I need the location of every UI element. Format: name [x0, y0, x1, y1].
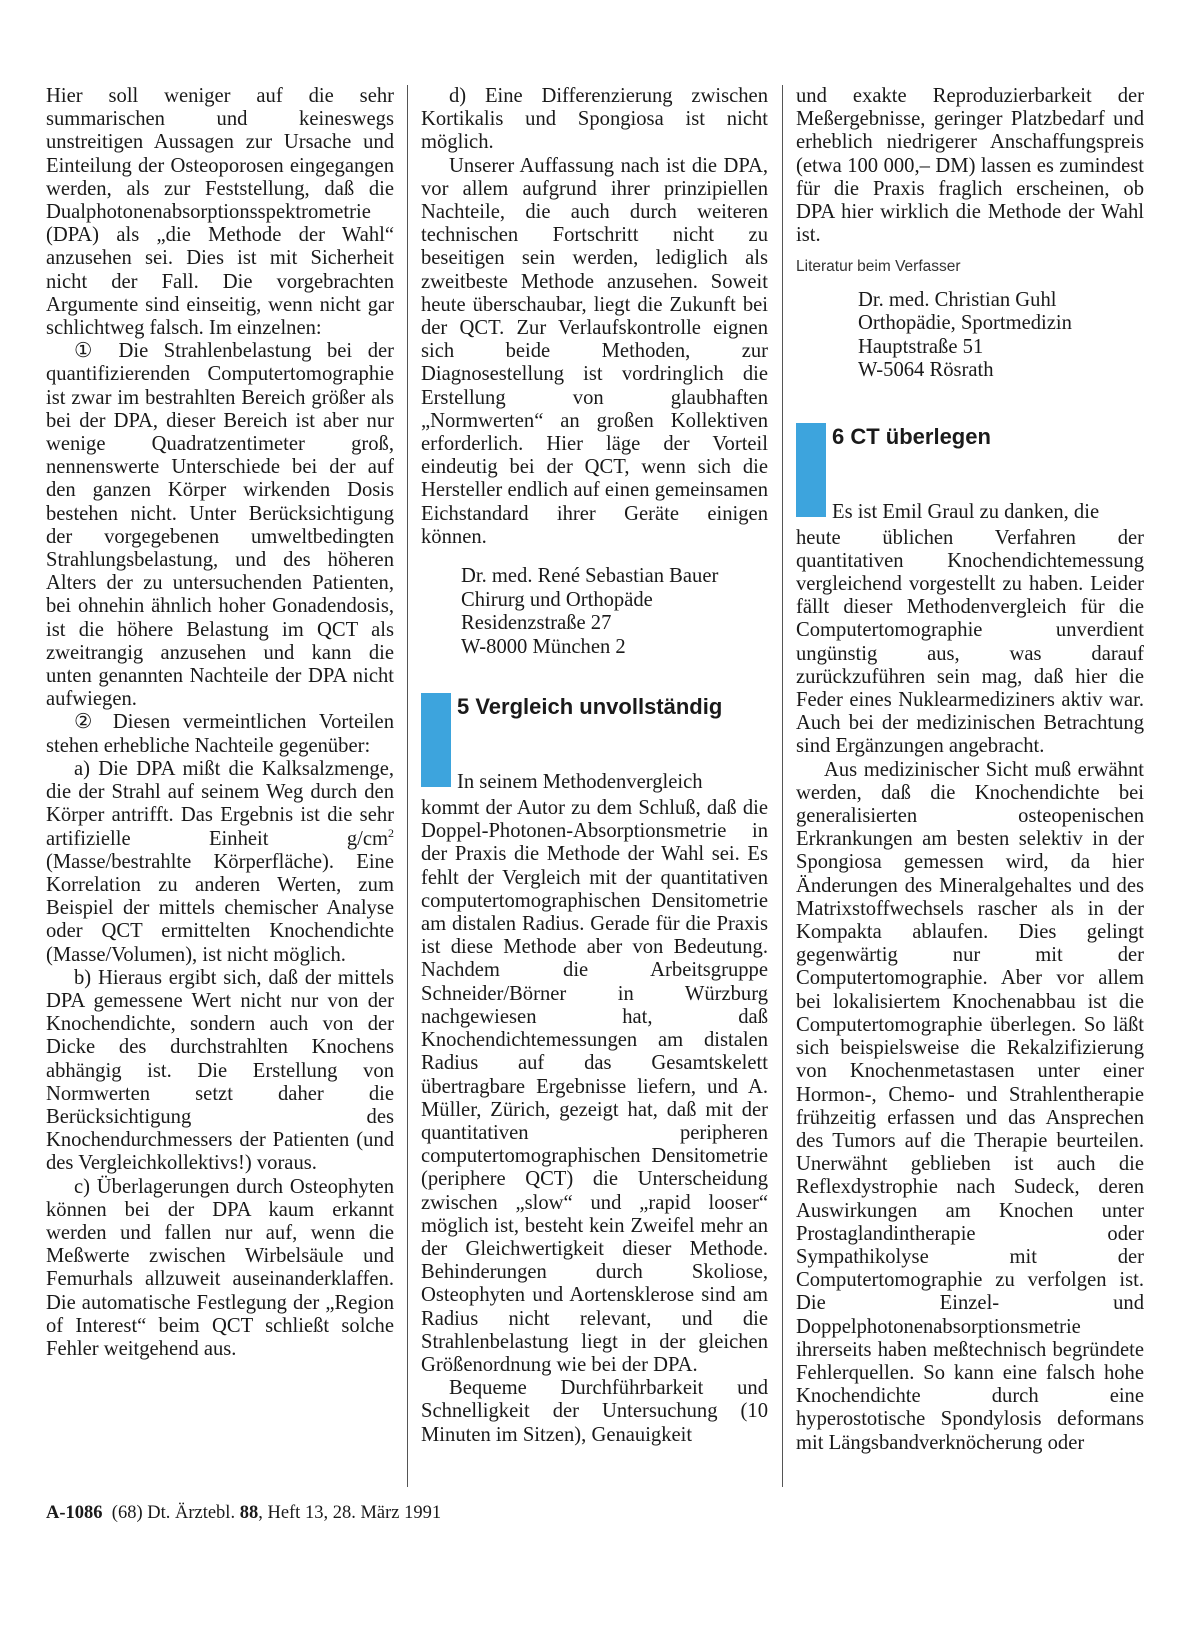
- author-city: W-5064 Rösrath: [858, 359, 994, 382]
- paragraph: b) Hieraus ergibt sich, daß der mittels DPA gemessene Wert nicht nur von der Knochendichte, sondern auch von der Dicke des durchstrahlten Knochens abhängig ist. Die Erstellung von Normwerten setzt daher die Berücksichtigung des Knochendurchmessers der Patienten (und des Vergleichkollektivs!) voraus.: [46, 966, 394, 1175]
- author-title: Chirurg und Orthopäde: [461, 588, 653, 611]
- paragraph: Hier soll weniger auf die sehr summarischen und keineswegs unstreitigen Aussagen zur Ursache und Einteilung der Osteoporosen eingegangen werden, als zur Feststellung, daß die Dualphotonenabsorptionsspektrometrie (DPA) als „die Methode der Wahl“ anzusehen sei. Dies ist mit Sicherheit nicht der Fall. Die vorgebrachten Argumente sind einseitig, wenn nicht gar schlichtweg falsch. Im einzelnen:: [46, 85, 394, 340]
- author-street: Hauptstraße 51: [858, 335, 984, 358]
- page-number: A-1086: [46, 1503, 103, 1523]
- text: (Masse/bestrahlte Körperfläche). Eine Korrelation zu anderen Werten, zum Beispiel der mittels chemischer Analyse oder QCT ermittelten Knochendichte (Masse/Volumen), ist nicht möglich.: [46, 850, 394, 966]
- paragraph: d) Eine Differenzierung zwischen Kortikalis und Spongiosa ist nicht möglich.: [421, 85, 768, 154]
- literature-note: Literatur beim Verfasser: [796, 258, 961, 276]
- column-rule-2: [782, 85, 783, 1487]
- section-heading-block: [796, 423, 1144, 527]
- author-signature: [858, 289, 1144, 383]
- paragraph: Unserer Auffassung nach ist die DPA, vor allem aufgrund ihrer prinzipiellen Nachteile, die auch durch weiteren technischen Fortschritt nicht zu beseitigen sein werden, lediglich als zweitbeste Methode anzusehen. Soweit heute überschaubar, liegt die Zukunft bei der QCT. Zur Verlaufskontrolle eignen sich beide Methoden, zur Diagnosestellung ist vordringlich die Erstellung von glaubhaften „Normwerten“ an großen Kollektiven erforderlich. Hier läge der Vorteil eindeutig bei der QCT, wenn sich die Hersteller endlich auf einen gemeinsamen Eichstandard ihrer Geräte einigen können.: [421, 154, 768, 548]
- paragraph: ② Diesen vermeintlichen Vorteilen stehen erhebliche Nachteile gegenüber:: [46, 711, 394, 757]
- author-signature: [461, 565, 768, 659]
- paragraph: Aus medizinischer Sicht muß erwähnt werden, daß die Knochendichte bei generalisierten osteopenischen Erkrankungen am besten selektiv in der Spongiosa gemessen wird, da hier Änderungen des Mineralgehaltes und des Matrixstoffwechsels rascher als in der Kompakta ablaufen. Dies gelingt gegenwärtig nur mit der Computertomographie. Aber vor allem bei lokalisiertem Knochenabbau ist die Computertomographie überlegen. So läßt sich beispielsweise die Rekalzifizierung von Knochenmetastasen unter einer Hormon-, Chemo- und Strahlentherapie frühzeitig erfassen und das Ansprechen des Tumors auf die Therapie beurteilen. Unerwähnt geblieben ist auch die Reflexdystrophie nach Sudeck, deren Auswirkungen am Knochen unter Prostaglandintherapie oder Sympathikolyse mit der Computertomographie zu verfolgen ist. Die Einzel- und Doppelphotonenabsorptionsmetrie ihrerseits haben meßtechnisch begründete Fehlerquellen. So kann eine falsch hohe Knochendichte durch eine hyperostotische Spondylosis deformans mit Längsbandverknöcherung oder: [796, 758, 1144, 1454]
- volume-number: 88: [239, 1503, 259, 1523]
- author-street: Residenzstraße 27: [461, 612, 612, 635]
- column-2: [421, 85, 768, 1447]
- section-title: 6 CT überlegen: [832, 423, 991, 449]
- paragraph: und exakte Reproduzierbarkeit der Meßergebnisse, geringer Platzbedarf und erheblich niedrigerer Anschaffungspreis (etwa 100 000,– DM) lassen es zumindest für die Praxis fraglich erscheinen, ob DPA hier wirklich die Methode der Wahl ist.: [796, 85, 1144, 247]
- author-city: W-8000 München 2: [461, 635, 626, 658]
- author-title: Orthopädie, Sportmedizin: [858, 312, 1072, 335]
- paragraph: ① Die Strahlenbelastung bei der quantifizierenden Computertomographie ist zwar im bestrahlten Bereich größer als bei der DPA, dieser Bereich ist aber nur wenige Quadratzentimeter groß, nennenswerte Unterschiede bei der auf den ganzen Körper wirkenden Dosis bestehen nicht. Unter Berücksichtigung der vorgegebenen umweltbedingten Strahlungsbelastung, und des höheren Alters der zu untersuchenden Patienten, bei ohnehin ähnlich hoher Gonadendosis, ist die höhere Belastung im QCT als zweitrangig anzusehen und kann die unten genannten Nachteile der DPA nicht aufwiegen.: [46, 340, 394, 711]
- page-footer: [46, 1503, 441, 1524]
- section-first-line: In seinem Methodenvergleich: [457, 771, 703, 794]
- column-rule-1: [407, 85, 408, 1487]
- author-name: Dr. med. Christian Guhl: [858, 288, 1057, 311]
- issue-date: , Heft 13, 28. März 1991: [258, 1503, 442, 1523]
- paragraph: heute üblichen Verfahren der quantitativen Knochendichtemessung vergleichend vorgestellt zu haben. Leider fällt dieser Methodenvergleich für die Computertomographie unverdient ungünstig aus, was darauf zurückzuführen sein mag, daß hier die Feder eines Nuklearmediziners aktiv war. Auch bei der medizinischen Betrachtung sind Ergänzungen angebracht.: [796, 526, 1144, 758]
- superscript: 2: [388, 825, 394, 840]
- journal-citation: (68) Dt. Ärztebl.: [111, 1503, 240, 1523]
- column-3: [796, 85, 1144, 1455]
- section-first-line: Es ist Emil Graul zu danken, die: [832, 500, 1100, 523]
- section-title: 5 Vergleich unvollständig: [457, 694, 723, 720]
- paragraph: Bequeme Durchführbarkeit und Schnelligkeit der Untersuchung (10 Minuten im Sitzen), Genauigkeit: [421, 1377, 768, 1446]
- paragraph: c) Überlagerungen durch Osteophyten können bei der DPA kaum erkannt werden und fallen nur auf, wenn die Meßwerte zwischen Wirbelsäule und Femurhals allzuweit auseinanderklaffen. Die automatische Festlegung der „Region of Interest“ beim QCT schließt solche Fehler weitgehend aus.: [46, 1175, 394, 1360]
- paragraph: kommt der Autor zu dem Schluß, daß die Doppel-Photonen-Absorptionsmetrie in der Praxis die Methode der Wahl sei. Es fehlt der Vergleich mit der quantitativen computertomographischen Densitometrie am distalen Radius. Gerade für die Praxis ist diese Methode aber von Bedeutung. Nachdem die Arbeitsgruppe Schneider/Börner in Würzburg nachgewiesen hat, daß Knochendichtemessungen am distalen Radius auf das Gesamtskelett übertragbare Ergebnisse liefern, und A. Müller, Zürich, gezeigt hat, daß mit der quantitativen peripheren computertomographischen Densitometrie (periphere QCT) die Unterscheidung zwischen „slow“ und „rapid looser“ möglich ist, besteht kein Zweifel mehr an der Gleichwertigkeit dieser Methode. Behinderungen durch Skoliose, Osteophyten und Aortensklerose sind am Radius nicht relevant, und die Strahlenbelastung liegt in der gleichen Größenordnung wie bei der DPA.: [421, 797, 768, 1376]
- section-color-bar: [421, 693, 451, 787]
- column-1: [46, 85, 394, 1361]
- section-color-bar: [796, 423, 826, 517]
- text: a) Die DPA mißt die Kalksalzmenge, die der Strahl auf seinem Weg durch den Körper antrifft. Das Ergebnis ist die sehr artifizielle Einheit g/cm: [46, 757, 394, 850]
- paragraph: [46, 758, 394, 967]
- author-name: Dr. med. René Sebastian Bauer: [461, 565, 719, 588]
- section-heading-block: [421, 693, 768, 797]
